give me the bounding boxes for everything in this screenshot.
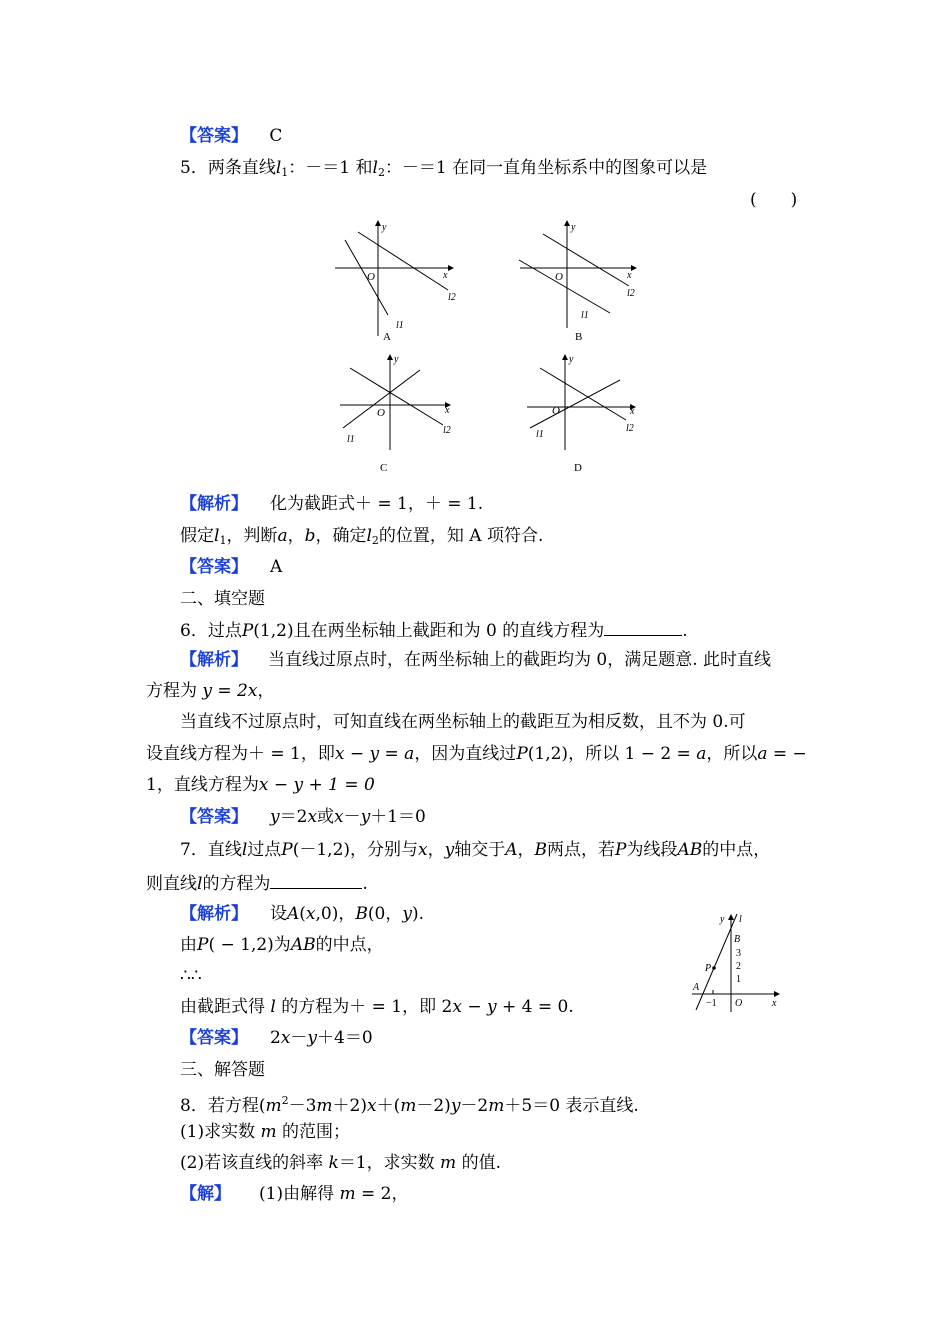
q6-analysis-line3: 当直线不过原点时，可知直线在两坐标轴上的截距互为相反数，且不为 0.可 <box>180 712 746 732</box>
q5-stem: 5．两条直线$l_1$：－＝1 和$l_2$：－＝1 在同一直角坐标系中的图象可以是 <box>180 158 708 179</box>
svg-text:l1: l1 <box>581 310 589 321</box>
q5-answer-paren: ( ) <box>750 190 798 210</box>
q7-analysis: 【解析】 设A(x,0)，B(0，y). <box>180 904 424 924</box>
answer-blank[interactable] <box>270 870 362 889</box>
svg-text:y: y <box>382 222 387 233</box>
q6-analysis-line4: 设直线方程为＋ = 1，即x − y = a，因为直线过P(1,2)，所以 1 − 2 = a，所以a = − <box>146 744 807 764</box>
svg-text:l1: l1 <box>536 429 544 440</box>
q5-graph-d <box>522 350 652 480</box>
q5-analysis-2: 假定$l_1$，判断a，b，确定$l_2$的位置，知 A 项符合. <box>180 526 544 547</box>
line-l1 <box>530 380 620 428</box>
svg-text:B: B <box>575 331 583 343</box>
svg-text:3: 3 <box>736 948 741 959</box>
q6-stem: 6．过点P(1,2)且在两坐标轴上截距和为 0 的直线方程为 . <box>180 617 688 643</box>
svg-text:O: O <box>555 271 563 283</box>
answer-value: C <box>269 126 283 146</box>
answer-blank[interactable] <box>604 617 682 636</box>
q5-answer: 【答案】 A <box>180 557 283 577</box>
section-heading-solve: 三、解答题 <box>180 1060 265 1080</box>
section-heading-fill-blank: 二、填空题 <box>180 589 265 609</box>
svg-text:1: 1 <box>736 974 741 985</box>
svg-text:y: y <box>569 354 574 365</box>
svg-text:y: y <box>571 222 576 233</box>
q4-answer <box>180 124 282 148</box>
svg-text:P: P <box>705 963 712 974</box>
q7-stem-line2: 则直线l的方程为 . <box>146 870 368 896</box>
q5-analysis: 【解析】 化为截距式＋ = 1，＋ = 1. <box>180 494 484 514</box>
answer-tag: 【答案】 <box>180 126 248 146</box>
svg-text:O: O <box>735 998 743 1009</box>
q8-stem: 8．若方程$(m^2-3m+2)x+(m-2)y-2m+5=0$ 表示直线. <box>180 1094 639 1116</box>
svg-text:y: y <box>394 354 399 365</box>
line-l1 <box>343 370 420 428</box>
svg-text:B: B <box>734 934 741 945</box>
svg-text:l2: l2 <box>448 292 456 303</box>
q7-figure <box>688 910 788 1015</box>
q7-analysis-therefore: ∴∴ <box>180 966 202 986</box>
svg-text:−1: −1 <box>706 998 717 1009</box>
svg-text:x: x <box>445 405 450 416</box>
svg-text:l2: l2 <box>627 288 635 299</box>
svg-text:l1: l1 <box>347 434 355 445</box>
svg-text:x: x <box>630 406 635 417</box>
q6-analysis: 【解析】 当直线过原点时，在两坐标轴上的截距均为 0，满足题意. 此时直线 <box>180 650 772 670</box>
q6-analysis-line2: 方程为 y = 2x， <box>146 681 275 701</box>
q5-graph-a <box>330 218 460 348</box>
q7-answer: 【答案】 2x－y＋4＝0 <box>180 1028 373 1048</box>
svg-text:C: C <box>380 462 388 474</box>
svg-text:2: 2 <box>736 961 741 972</box>
svg-text:D: D <box>574 462 582 474</box>
svg-text:A: A <box>383 331 391 343</box>
q6-analysis-line5: 1，直线方程为x − y + 1 = 0 <box>146 775 375 795</box>
svg-text:x: x <box>443 270 448 281</box>
svg-text:l1: l1 <box>396 320 404 331</box>
line-l2 <box>350 368 443 425</box>
svg-text:O: O <box>367 271 375 283</box>
svg-text:x: x <box>627 270 632 281</box>
q6-answer: 【答案】 y＝2x或x－y＋1＝0 <box>180 807 426 827</box>
svg-text:O: O <box>552 405 560 417</box>
q5-graph-c <box>335 350 465 480</box>
q7-analysis-line4: 由截距式得 l 的方程为＋ = 1，即 2x − y + 4 = 0. <box>180 997 574 1017</box>
q8-part1: (1)求实数 m 的范围； <box>180 1122 351 1142</box>
svg-text:l: l <box>739 914 742 925</box>
q7-stem: 7．直线l过点P(－1,2)，分别与x，y轴交于A，B两点，若P为线段AB的中点， <box>180 840 771 860</box>
point-p <box>712 966 716 970</box>
svg-text:x: x <box>772 998 777 1009</box>
svg-text:y: y <box>720 914 725 925</box>
svg-text:A: A <box>693 982 700 993</box>
q8-solution: 【解】 (1)由解得 m = 2， <box>180 1184 409 1204</box>
svg-text:O: O <box>377 407 385 419</box>
q5-graph-b <box>515 218 645 348</box>
q7-analysis-line2: 由P( − 1,2)为AB的中点， <box>180 935 384 955</box>
q8-part2: (2)若该直线的斜率 k＝1，求实数 m 的值. <box>180 1153 501 1173</box>
svg-text:l2: l2 <box>443 425 451 436</box>
svg-text:l2: l2 <box>626 423 634 434</box>
